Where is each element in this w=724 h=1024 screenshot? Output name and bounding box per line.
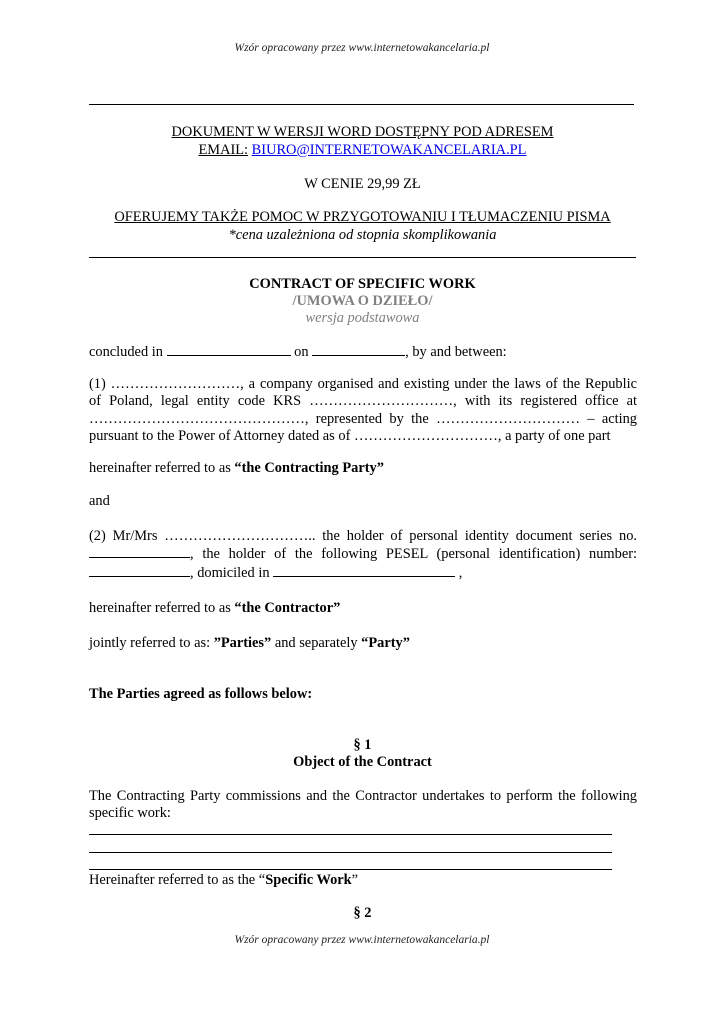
party1-paragraph <box>89 376 637 445</box>
promo-word-version: DOKUMENT W WERSJI WORD DOSTĘPNY POD ADRESEM <box>171 124 554 140</box>
specific-work-ref-suffix: ” <box>351 872 359 888</box>
and-label: and <box>89 493 110 509</box>
concluded-line <box>89 343 637 361</box>
party2-line1: (2) Mr/Mrs ………………………….. the holder of personal identity document series no. <box>89 528 637 544</box>
concluded-in-label: concluded in <box>89 344 163 360</box>
date-blank <box>312 343 405 356</box>
parties-agreed: The Parties agreed as follows below: <box>89 686 313 702</box>
contracting-ref-prefix: hereinafter referred to as <box>89 460 235 476</box>
contractor-ref-prefix: hereinafter referred to as <box>89 600 235 616</box>
specific-work-blank-3 <box>89 869 612 870</box>
promo-email-link[interactable]: BIURO@INTERNETOWAKANCELARIA.PL <box>251 142 527 158</box>
promo-offer: OFERUJEMY TAKŻE POMOC W PRZYGOTOWANIU I TŁUMACZENIU PISMA <box>114 209 611 225</box>
specific-work-blank-1 <box>89 834 612 835</box>
promo-offer-note: *cena uzależniona od stopnia skomplikowania <box>228 227 497 243</box>
party1-line3: ………………………………………, represented by the ………………………… – acting <box>89 410 637 427</box>
party1-line1: (1) ………………………, a company organised and existing under the laws of the Republic <box>89 376 637 392</box>
section1-heading: Object of the Contract <box>293 754 432 770</box>
section1-number: § 1 <box>353 737 372 753</box>
jointly-mid: and separately <box>271 635 362 651</box>
jointly-ref <box>89 635 637 652</box>
contract-version: wersja podstawowa <box>305 310 420 326</box>
promo-email-label: EMAIL: <box>198 142 249 158</box>
by-between-label: , by and between: <box>405 344 507 360</box>
address-blank <box>273 564 455 577</box>
jointly-prefix: jointly referred to as: <box>89 635 214 651</box>
place-blank <box>167 343 291 356</box>
contractor-ref <box>89 600 637 617</box>
jointly-party-term: “Party” <box>361 635 410 651</box>
party2-line2 <box>89 545 637 563</box>
on-label: on <box>294 344 309 360</box>
specific-work-term: Specific Work <box>265 872 352 888</box>
specific-work-ref <box>89 872 637 889</box>
section2-number: § 2 <box>353 905 372 921</box>
party2-line2-text: , the holder of the following PESEL (personal identification) number: <box>190 546 637 563</box>
party2-paragraph <box>89 528 637 582</box>
party2-line3-end: , <box>455 564 463 581</box>
section1-line1: The Contracting Party commissions and the Contractor undertakes to perform the following <box>89 788 637 804</box>
pesel-blank <box>89 564 190 577</box>
section1-paragraph <box>89 788 637 823</box>
id-series-blank <box>89 545 190 558</box>
jointly-parties-term: ”Parties” <box>213 635 272 651</box>
promo-price: W CENIE 29,99 ZŁ <box>304 176 421 192</box>
promo-email-line <box>89 142 636 159</box>
contracting-ref-term: “the Contracting Party” <box>234 460 384 476</box>
contract-title-polish: /UMOWA O DZIEŁO/ <box>292 293 433 309</box>
specific-work-ref-prefix: Hereinafter referred to as the “ <box>89 872 266 888</box>
party1-line4: pursuant to the Power of Attorney dated as of …………………………, a party of one part <box>89 427 611 444</box>
party1-line2: of Poland, legal entity code KRS …………………………, with its registered office at <box>89 393 637 410</box>
contractor-ref-term: “the Contractor” <box>234 600 341 616</box>
party2-line3 <box>89 564 637 582</box>
header-rule <box>89 104 634 105</box>
contracting-party-ref <box>89 460 637 477</box>
section1-line2: specific work: <box>89 805 171 822</box>
page-header-note: Wzór opracowany przez www.internetowakancelaria.pl <box>234 42 490 54</box>
domiciled-label: , domiciled in <box>190 564 270 581</box>
contract-title: CONTRACT OF SPECIFIC WORK <box>249 276 476 292</box>
promo-divider <box>89 257 636 258</box>
page-footer-note: Wzór opracowany przez www.internetowakancelaria.pl <box>234 934 490 946</box>
specific-work-blank-2 <box>89 852 612 853</box>
